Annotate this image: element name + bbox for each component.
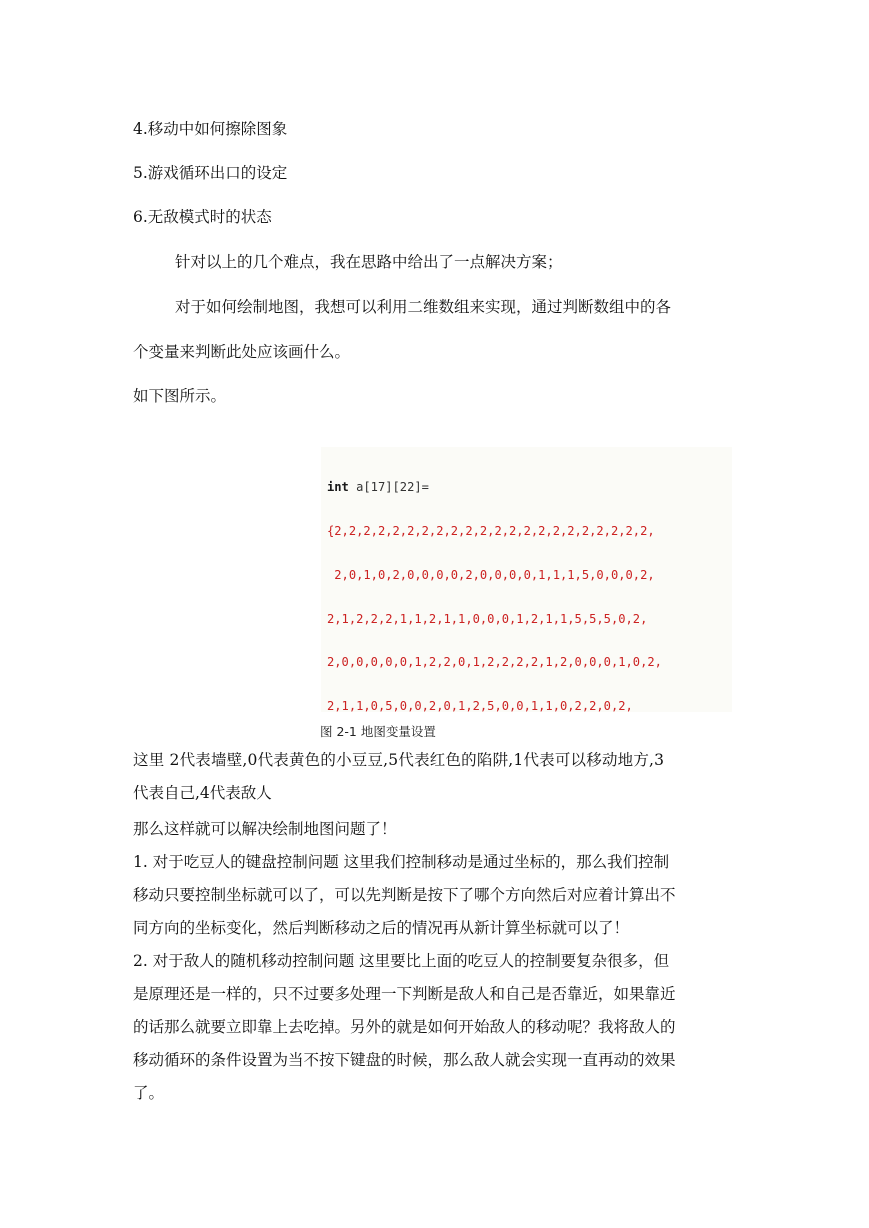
paragraph-enemy-line5: 了。 [133,1084,165,1102]
paragraph-enemy-line2: 是原理还是一样的，只不过要多处理一下判断是敌人和自己是否靠近，如果靠近 [133,985,676,1003]
code-row: 2,1,1,0,5,0,0,2,0,1,2,5,0,0,1,1,0,2,2,0,2, [327,699,633,712]
paragraph-solution-intro: 针对以上的几个难点，我在思路中给出了一点解决方案； [175,253,563,271]
paragraph-keyboard-line1: 1. 对于吃豆人的键盘控制问题 这里我们控制移动是通过坐标的，那么我们控制 [133,853,670,871]
code-figure [321,447,732,712]
array-code [327,451,731,712]
paragraph-map-solved: 那么这样就可以解决绘制地图问题了！ [133,820,397,838]
paragraph-legend-line1: 这里 2代表墙壁,0代表黄色的小豆豆,5代表红色的陷阱,1代表可以移动地方,3 [133,751,665,769]
list-item-4: 4.移动中如何擦除图象 [133,120,288,138]
paragraph-map-line1: 对于如何绘制地图，我想可以利用二维数组来实现，通过判断数组中的各 [175,298,672,316]
paragraph-figure-intro: 如下图所示。 [133,387,227,405]
list-item-5: 5.游戏循环出口的设定 [133,164,288,182]
code-row: {2,2,2,2,2,2,2,2,2,2,2,2,2,2,2,2,2,2,2,2,2,2, [327,523,655,538]
code-row: 2,0,1,0,2,0,0,0,0,2,0,0,0,0,1,1,1,5,0,0,0,2, [327,567,655,582]
code-keyword: int [327,480,349,495]
figure-caption: 图 2-1 地图变量设置 [320,724,436,739]
code-row: 2,1,2,2,2,1,1,2,1,1,0,0,0,1,2,1,1,5,5,5,0,2, [327,611,648,626]
paragraph-legend-line2: 代表自己,4代表敌人 [133,784,272,802]
paragraph-enemy-line4: 移动循环的条件设置为当不按下键盘的时候，那么敌人就会实现一直再动的效果 [133,1051,676,1069]
paragraph-keyboard-line2: 移动只要控制坐标就可以了，可以先判断是按下了哪个方向然后对应着计算出不 [133,886,676,904]
code-declaration [327,480,731,495]
code-row: 2,0,0,0,0,0,1,2,2,0,1,2,2,2,2,1,2,0,0,0,1,0,2, [327,655,662,670]
paragraph-keyboard-line3: 同方向的坐标变化，然后判断移动之后的情况再从新计算坐标就可以了！ [133,919,630,937]
code-declaration-rest: a[17][22]= [348,480,429,495]
paragraph-enemy-line1: 2. 对于敌人的随机移动控制问题 这里要比上面的吃豆人的控制要复杂很多，但 [133,952,670,970]
paragraph-map-line2: 个变量来判断此处应该画什么。 [133,343,351,361]
paragraph-enemy-line3: 的话那么就要立即靠上去吃掉。另外的就是如何开始敌人的移动呢？我将敌人的 [133,1018,676,1036]
list-item-6: 6.无敌模式时的状态 [133,208,272,226]
